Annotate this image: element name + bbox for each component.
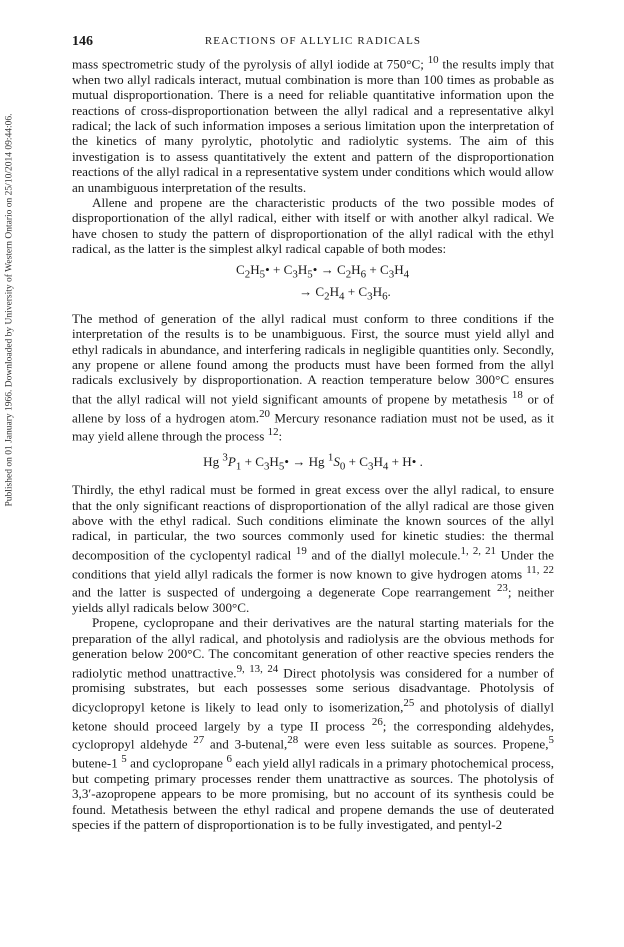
paragraph-2: Allene and propene are the characteristic products of the two possible modes of disproportionation of the allyl radical, either with itself or with another alkyl radical. We have chosen to study the pattern of disproportionation of the allyl radical with the ethyl radical, as the latter is the simplest alkyl radical capable of both modes:: [72, 195, 554, 257]
download-watermark: [2, 30, 16, 590]
paragraph-1: mass spectrometric study of the pyrolysis of allyl iodide at 750°C; $^{10}$ the results imply that when two allyl radicals interact, mutual combination is more than 100 times as probable as mutual disproportionation. There is a need for reliable quantitative information upon the reactions of cross-disproportionation between the allyl radical and a representative alkyl radical; the lack of such information imposes a serious limitation upon the interpretation of the kinetics of many pyrolytic, photolytic and radiolytic systems. The aim of this investigation is to assess quantitatively the extent and pattern of the disproportionation reactions of the allyl radical in a representative system under conditions which would allow an unambiguous interpretation of the results.: [72, 54, 554, 195]
equation-line-1: $C_2H_5•$ + $C_3H_5• \to C_2H_6 + C_3H_4$: [236, 261, 410, 281]
paragraph-5: Propene, cyclopropane and their derivatives are the natural starting materials for the preparation of the allyl radical, and photolysis and radiolysis are the obvious methods for generation below 200°C. The concomitant generation of other reactive species renders the radiolytic method unattractive.$^{9, 13, 24}$ Direct photolysis was considered for a number of promising substrates, but each possesses some serious disadvantage. Photolysis of dicyclopropyl ketone is likely to lead only to isomerization,$^{25}$ and photolysis of diallyl ketone should proceed largely by a type II process $^{26}$; the corresponding aldehydes, cyclopropyl aldehyde $^{27}$ and 3-butenal,$^{28}$ were even less suitable as sources. Propene,$^5$ butene-1 $^5$ and cyclopropane $^6$ each yield allyl radicals in a primary photochemical process, but competing primary processes render them unattractive as sources. The photolysis of 3,3′-azopropene appears to be more promising, but no account of its synthesis could be found. Metathesis between the ethyl radical and propene demands the use of deuterated species if the pattern of disproportionation is to be fully investigated, and pentyl-2: [72, 615, 554, 833]
page-body: [72, 34, 554, 833]
disproportionation-equation: [72, 261, 554, 306]
page-header: [72, 34, 554, 50]
equation-line-2: → $C_2H_4 + C_3H_6$.: [299, 284, 391, 303]
paragraph-4: Thirdly, the ethyl radical must be formed in great excess over the allyl radical, to ensure that the only significant reactions of disproportionation of the allyl radical are those given above with the ethyl radical. Such conditions eliminate the known sources of the allyl radical, in particular, the two sources commonly used for kinetic studies: the thermal decomposition of the cyclopentyl radical $^{19}$ and of the diallyl molecule.$^{1, 2, 21}$ Under the conditions that yield allyl radicals the former is now known to give hydrogen atoms $^{11, 22}$ and the latter is suspected of undergoing a degenerate Cope rearrangement $^{23}$; neither yields allyl radicals below 300°C.: [72, 482, 554, 616]
paragraph-3: The method of generation of the allyl radical must conform to three conditions if the interpretation of the results is to be unambiguous. First, the source must yield allyl and ethyl radicals in abundance, and interfering radicals in negligible quantities only. Secondly, any propene or allene found among the products must have been formed from the allyl radicals exclusively by disproportionation. A reaction temperature below 300°C ensures that the allyl radical will not yield significant amounts of propene by metathesis $^{18}$ or of allene by loss of a hydrogen atom.$^{20}$ Mercury resonance radiation must not be used, as it may yield allene through the process $^{12}$:: [72, 310, 554, 444]
running-head: REACTIONS OF ALLYLIC RADICALS: [204, 35, 422, 47]
page-number: 146: [72, 34, 93, 49]
download-watermark-text: Published on 01 January 1966. Downloaded by University of Western Ontario on 25/10/2014 09:44:06.: [4, 113, 15, 507]
mercury-equation: Hg $^3P_1$ + $C_3H_5• \to Hg$ $^1S_0 + C_3H_4$ + H• .: [203, 451, 423, 473]
